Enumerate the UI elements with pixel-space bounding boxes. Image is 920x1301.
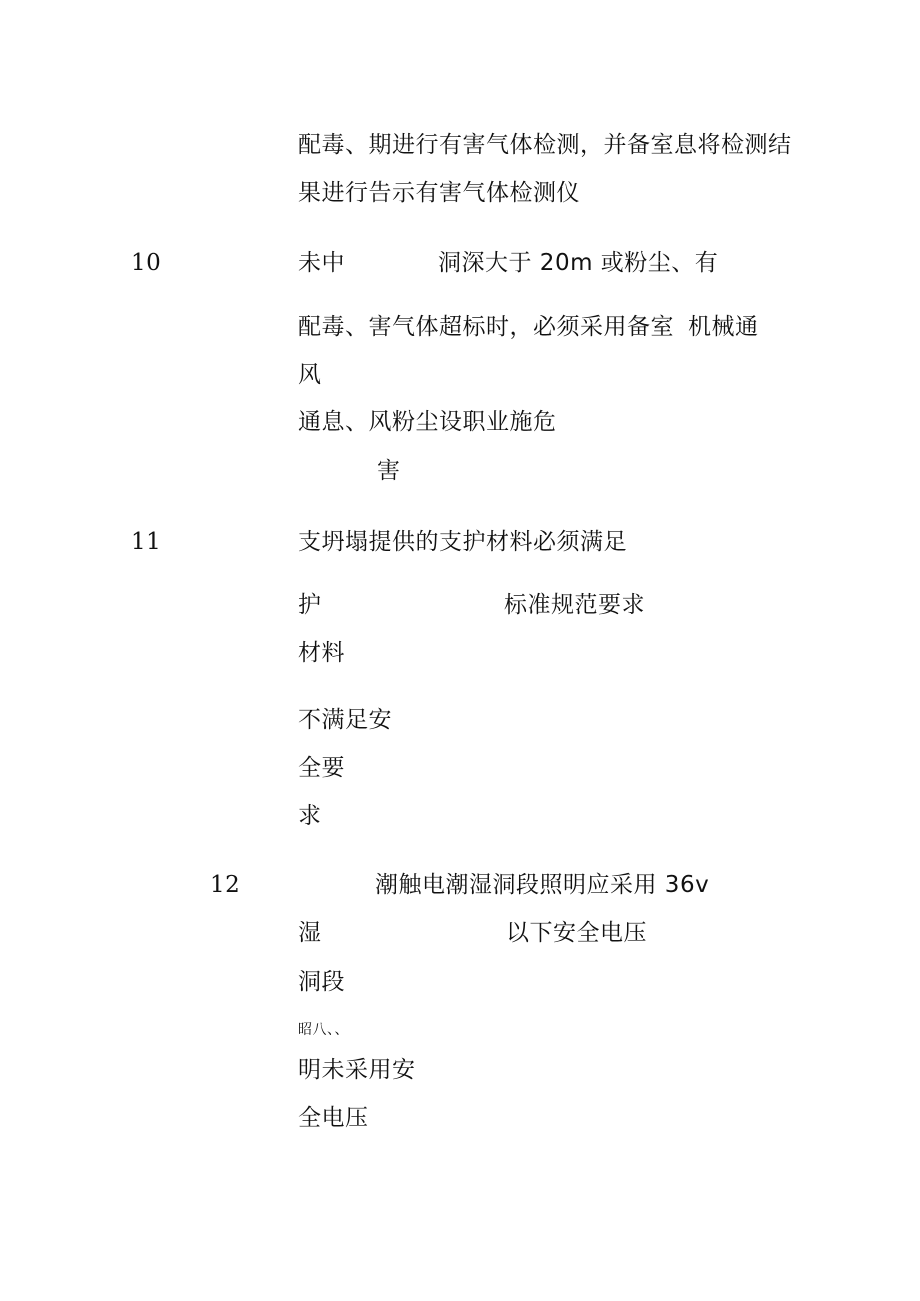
text-line: 果进行告示有害气体检测仪 xyxy=(298,180,580,206)
text-line: 湿 xyxy=(298,920,322,946)
row-number: 11 xyxy=(131,529,162,555)
text-line: 不满足安 xyxy=(298,707,392,733)
text-line: 支坍塌提供的支护材料必须满足 xyxy=(298,529,627,555)
text-line: 护 xyxy=(298,592,322,618)
text-line: 通息、风粉尘设职业施危 xyxy=(298,409,557,435)
text-line: 全要 xyxy=(298,755,345,781)
text-line: 明未采用安 xyxy=(298,1057,416,1083)
text-line: 全电压 xyxy=(298,1105,369,1131)
text-line: 材料 xyxy=(298,640,345,666)
text-line: 求 xyxy=(298,803,322,829)
text-line: 害 xyxy=(377,458,401,484)
row-number: 12 xyxy=(210,872,241,898)
text-line: 以下安全电压 xyxy=(506,920,647,946)
text-line: 风 xyxy=(298,362,322,388)
text-line: 潮触电潮湿洞段照明应采用 36v xyxy=(375,872,710,898)
text-line: 昭八、、 xyxy=(298,1022,349,1038)
text-line: 未中 xyxy=(298,250,345,276)
row-number: 10 xyxy=(131,250,162,276)
text-line: 配毒、害气体超标时，必须采用备室 xyxy=(298,314,674,340)
text-line: 标准规范要求 xyxy=(504,592,645,618)
text-line: 洞段 xyxy=(298,969,345,995)
text-line: 配毒、期进行有害气体检测，并备室息将检测结 xyxy=(298,132,792,158)
text-line: 洞深大于 20m 或粉尘、有 xyxy=(438,250,719,276)
text-line: 机械通 xyxy=(688,314,759,340)
